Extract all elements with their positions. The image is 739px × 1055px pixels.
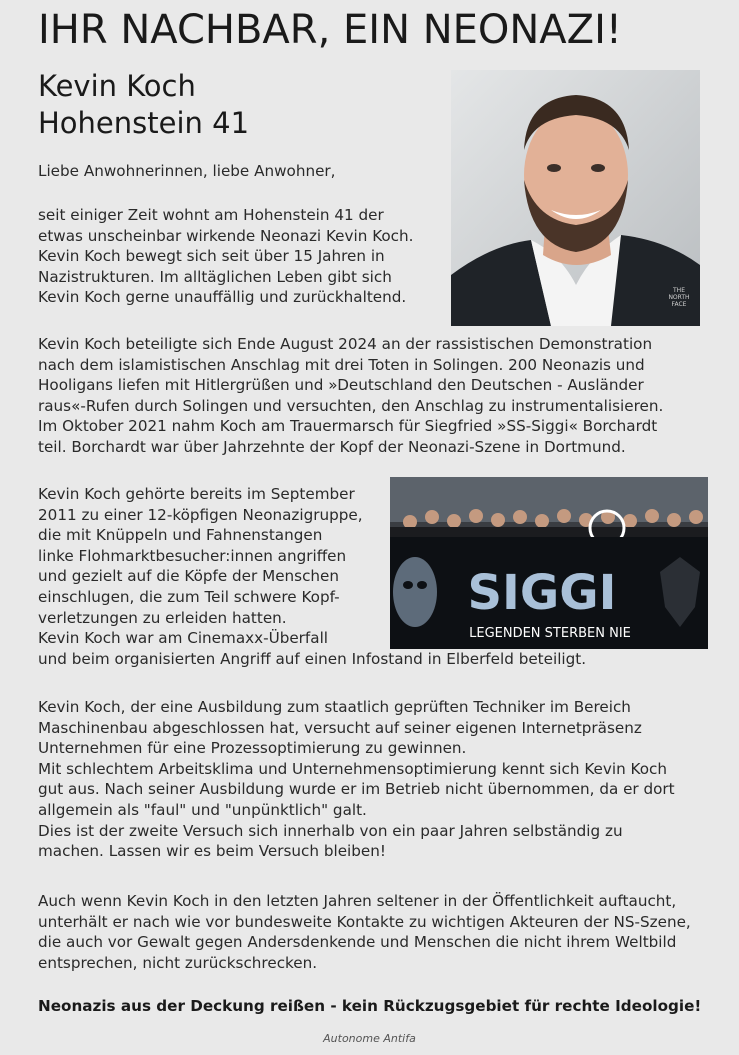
paragraph-4 [38,697,675,862]
paragraph-line: etwas unscheinbar wirkende Neonazi Kevin Koch. [38,226,414,245]
greeting-line: Liebe Anwohnerinnen, liebe Anwohner, [38,162,336,180]
paragraph-line: und beim organisierten Angriff auf einen Infostand in Elberfeld beteiligt. [38,649,587,668]
paragraph-line: und gezielt auf die Köpfe der Menschen [38,567,340,586]
paragraph-3 [38,484,586,669]
paragraph-line: Mit schlechtem Arbeitsklima und Unternehmensoptimierung kennt sich Kevin Koch [38,759,668,778]
paragraph-line: Maschinenbau abgeschlossen hat, versucht auf seiner eigenen Internetpräsenz [38,718,642,737]
portrait-illustration [451,70,700,326]
paragraph-line: gut aus. Nach seiner Ausbildung wurde er im Betrieb nicht übernommen, da er dort [38,780,675,799]
paragraph-line: Kevin Koch gehörte bereits im September [38,485,355,503]
paragraph-line: 2011 zu einer 12-köpfigen Neonazigruppe, [38,505,363,524]
paragraph-line: seit einiger Zeit wohnt am Hohenstein 41 der [38,206,384,224]
paragraph-line: Dies ist der zweite Versuch sich innerhalb von ein paar Jahren selbständig zu [38,821,623,840]
paragraph-line: linke Flohmarktbesucher:innen angriffen [38,546,347,565]
greeting [38,161,336,182]
closing-slogan: Neonazis aus der Deckung reißen - kein Rückzugsgebiet für rechte Ideologie! [38,997,702,1015]
banner-title: SIGGI [467,565,617,621]
portrait-photo [451,70,700,326]
banner-subtitle: LEGENDEN STERBEN NIE [469,626,631,641]
paragraph-line: die mit Knüppeln und Fahnenstangen [38,526,323,545]
paragraph-line: die auch vor Gewalt gegen Andersdenkende und Menschen die nicht ihrem Weltbild [38,933,677,952]
paragraph-line: Hooligans liefen mit Hitlergrüßen und »Deutschland den Deutschen - Ausländer [38,376,644,395]
paragraph-line: Kevin Koch beteiligte sich Ende August 2024 an der rassistischen Demonstration [38,335,653,353]
svg-text:THE: THE [673,287,685,294]
paragraph-line: verletzungen zu erleiden hatten. [38,608,287,627]
paragraph-line: nach dem islamistischen Anschlag mit drei Toten in Solingen. 200 Neonazis und [38,355,645,374]
paragraph-line: teil. Borchardt war über Jahrzehnte der Kopf der Neonazi-Szene in Dortmund. [38,437,626,456]
subject-name: Kevin Koch [38,69,196,103]
paragraph-5 [38,891,691,973]
svg-text:FACE: FACE [671,301,687,308]
paragraph-line: Kevin Koch bewegt sich seit über 15 Jahren in [38,247,385,266]
paragraph-line: raus«-Rufen durch Solingen und versuchten, den Anschlag zu instrumentalisieren. [38,396,664,415]
paragraph-line: entsprechen, nicht zurückschrecken. [38,953,318,972]
paragraph-line: unterhält er nach wie vor bundesweite Kontakte zu wichtigen Akteuren der NS-Szene, [38,912,691,931]
svg-text:NORTH: NORTH [668,294,690,301]
subject-block [38,68,249,142]
headline: IHR NACHBAR, EIN NEONAZI! [38,7,622,53]
paragraph-line: allgemein als "faul" und "unpünktlich" galt. [38,800,367,819]
paragraph-line: Kevin Koch, der eine Ausbildung zum staatlich geprüften Techniker im Bereich [38,698,631,716]
signature: Autonome Antifa [323,1032,416,1045]
paragraph-line: Kevin Koch war am Cinemaxx-Überfall [38,629,329,648]
paragraph-line: machen. Lassen wir es beim Versuch bleiben! [38,842,386,861]
paragraph-line: Unternehmen für eine Prozessoptimierung zu gewinnen. [38,739,467,758]
paragraph-line: Auch wenn Kevin Koch in den letzten Jahren seltener in der Öffentlichkeit auftaucht, [38,892,677,910]
paragraph-line: Nazistrukturen. Im alltäglichen Leben gibt sich [38,267,392,286]
paragraph-line: Im Oktober 2021 nahm Koch am Trauermarsch für Siegfried »SS-Siggi« Borchardt [38,417,658,436]
paragraph-2 [38,334,663,458]
subject-address: Hohenstein 41 [38,106,250,140]
paragraph-1 [38,205,414,308]
paragraph-line: einschlugen, die zum Teil schwere Kopf- [38,587,340,606]
paragraph-line: Kevin Koch gerne unauffällig und zurückhaltend. [38,288,407,307]
